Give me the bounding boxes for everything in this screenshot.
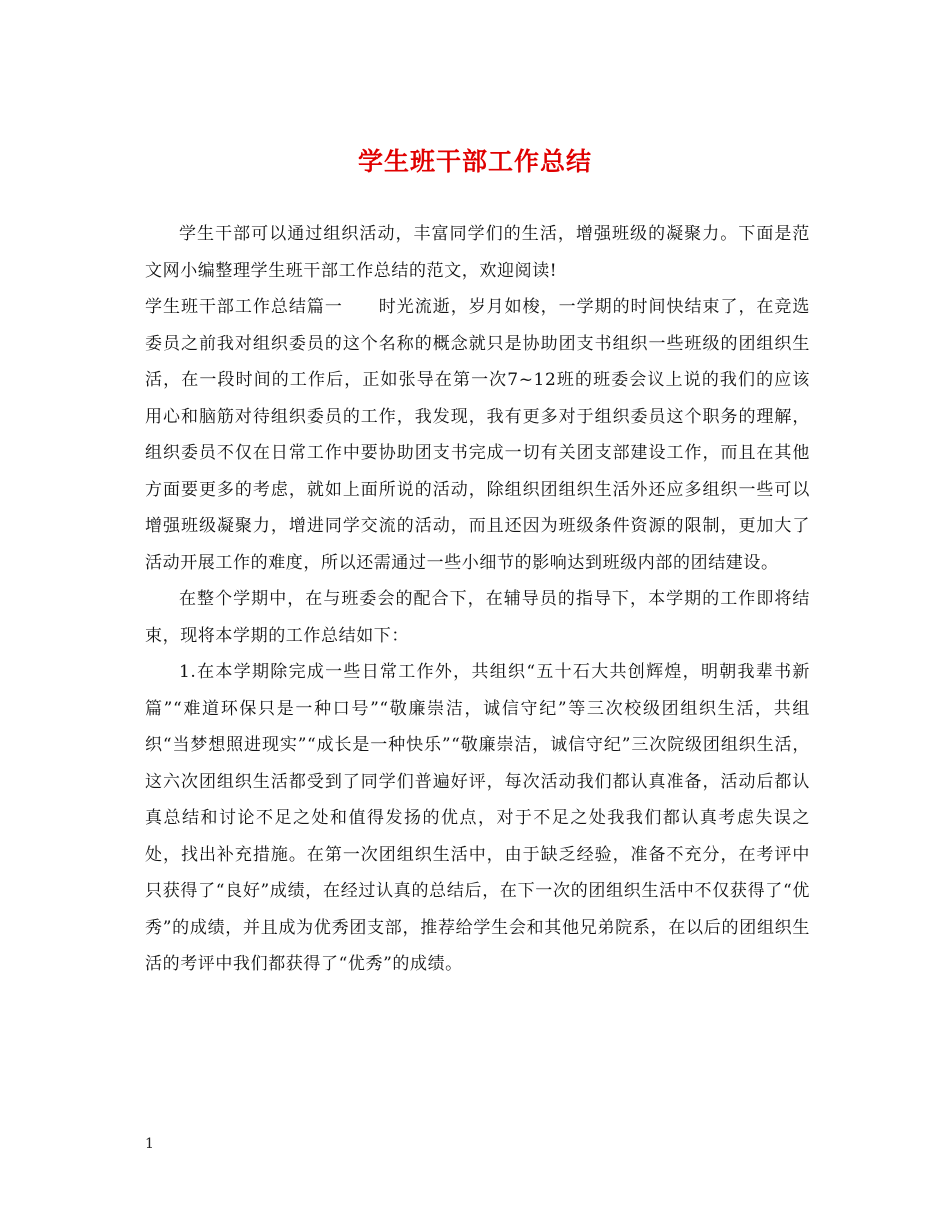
section-one-paragraph: 学生班干部工作总结篇一 时光流逝，岁月如梭，一学期的时间快结束了，在竞选委员之前我对组织委员的这个名称的概念就只是协助团支书组织一些班级的团组织生活，在一段时间的工作后，正如张导在第一次7~12班的班委会议上说的我们的应该用心和脑筋对待组织委员的工作，我发现，我有更多对于组织委员这个职务的理解，组织委员不仅在日常工作中要协助团支书完成一切有关团支部建设工作，而且在其他方面要更多的考虑，就如上面所说的活动，除组织团组织生活外还应多组织一些可以增强班级凝聚力，增进同学交流的活动，而且还因为班级条件资源的限制，更加大了活动开展工作的难度，所以还需通过一些小细节的影响达到班级内部的团结建设。 — [145, 297, 810, 573]
item-one-paragraph: 1.在本学期除完成一些日常工作外，共组织“五十石大共创辉煌，明朝我辈书新篇”“难道环保只是一种口号”“敬廉崇洁，诚信守纪”等三次校级团组织生活，共组织“当梦想照进现实”“成长是一种快乐”“敬廉崇洁，诚信守纪”三次院级团组织生活，这六次团组织生活都受到了同学们普遍好评，每次活动我们都认真准备，活动后都认真总结和讨论不足之处和值得发扬的优点，对于不足之处我我们都认真考虑失误之处，找出补充措施。在第一次团组织生活中，由于缺乏经验，准备不充分，在考评中只获得了“良好”成绩，在经过认真的总结后，在下一次的团组织生活中不仅获得了“优秀”的成绩，并且成为优秀团支部，推荐给学生会和其他兄弟院系，在以后的团组织生活的考评中我们都获得了“优秀”的成绩。 — [145, 662, 810, 974]
summary-intro-paragraph: 在整个学期中，在与班委会的配合下，在辅导员的指导下，本学期的工作即将结束，现将本学期的工作总结如下： — [145, 589, 810, 646]
page-number: 1 — [145, 1136, 154, 1152]
intro-paragraph: 学生干部可以通过组织活动，丰富同学们的生活，增强班级的凝聚力。下面是范文网小编整理学生班干部工作总结的范文，欢迎阅读! — [145, 224, 810, 281]
document-title: 学生班干部工作总结 — [357, 147, 592, 176]
document-body — [145, 216, 810, 983]
